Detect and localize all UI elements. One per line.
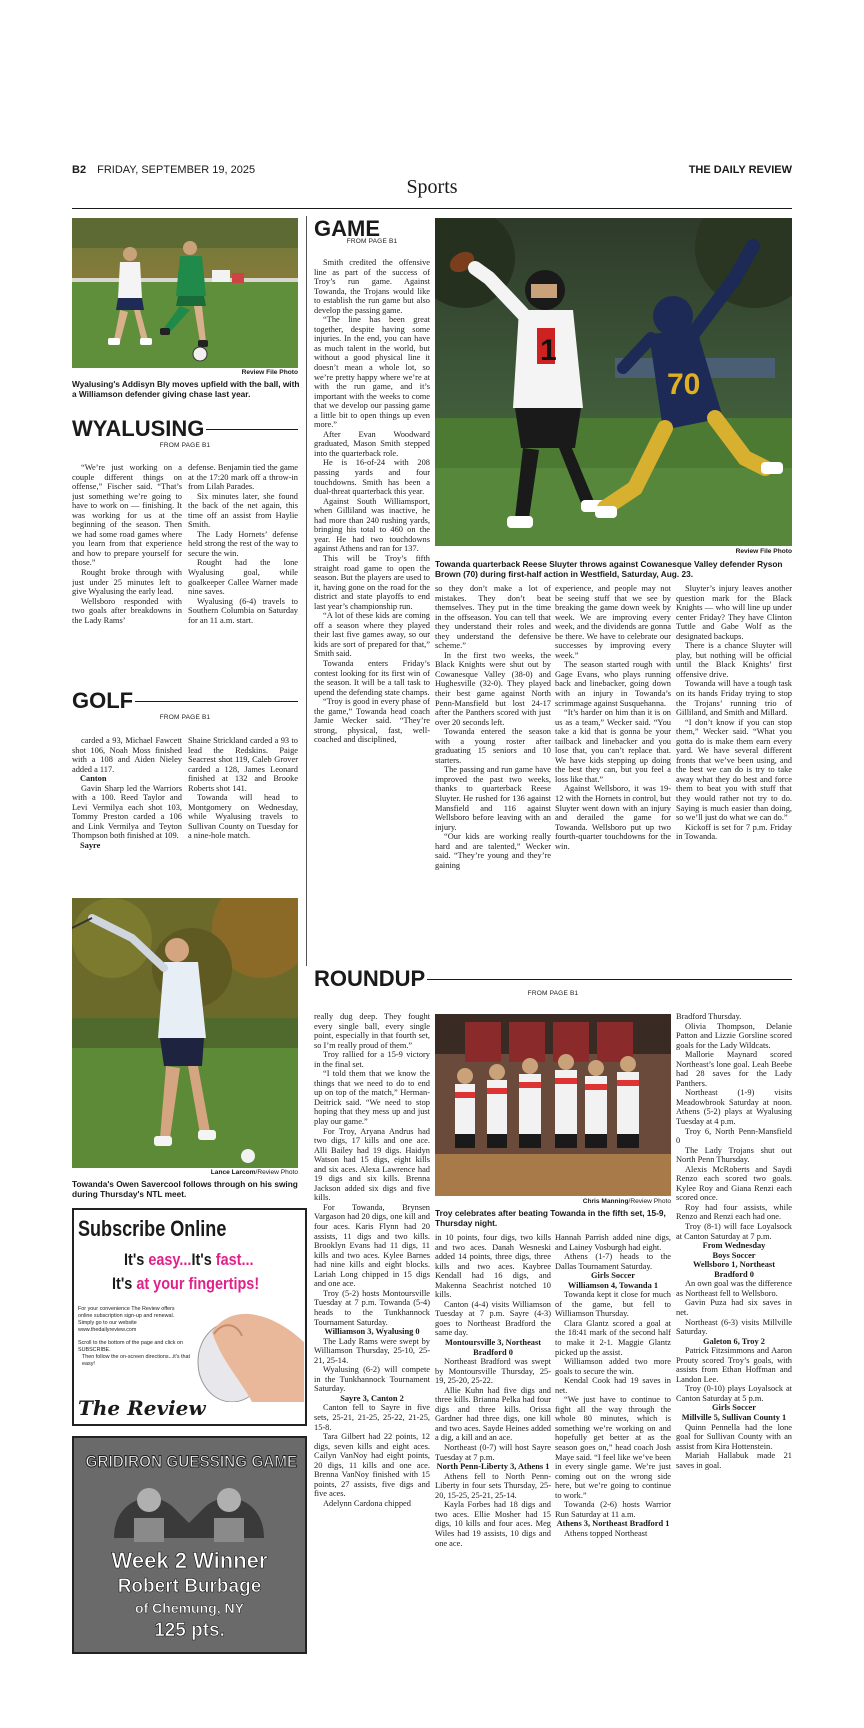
gridiron-winner-location: of Chemung, NY — [135, 1600, 244, 1616]
roundup-column-3 — [555, 1233, 671, 1656]
wyalusing-headline: WYALUSING — [72, 416, 298, 442]
roundup-column-2 — [435, 1233, 551, 1656]
page-header-left — [72, 164, 372, 180]
game-column-1: Smith credited the offensive line as part of the success of Troy’s run game. Against Towanda, the Trojans would like to establish the run game but also develop the passing game. “The line has been great together, despite having some injuries. In the end, you can have as much talent in the world, but without a good physical line it doesn’t mean a whole lot, so we’re pretty happy where we’re at with the run game, and it’s important with the weeks to come that we develop our passing game a little bit to open things up even more.” After Evan Woodward graduated, Mason Smith stepped into the quarterback role. He is 16-of-24 with 208 passing yards and four touchdowns. Smith has been a dual-threat quarterback this year. Against South Williamsport, when Gilliland was inactive, he had more than 240 rushing yards, bringing his total to 460 on the year. He had two touchdowns against Athens and ran for 137. This will be Troy’s fifth straight road game to open the season. But the players are used to it, having gone on the road for the district and state playoffs to end last year’s championship run. “A lot of these kids are coming off a season where they played their last five games away, so our kids are sort of prepared for that,” Smith said. Towanda enters Friday’s contest looking for its first win of the season. It will be a tall task to upend the defending state champs. “Troy is good in every phase of the game,” Towanda head coach Jamie Wecker said. “They’re strong, physical, fast, well-coached and disciplined, — [314, 258, 430, 745]
paragraph: Northeast Bradford was swept by Montoursville Thursday, 25-19, 25-20, 25-22. — [435, 1357, 551, 1386]
gridiron-winner-name: Robert Burbage — [117, 1576, 262, 1597]
defender-jersey-number: 70 — [667, 368, 701, 401]
paragraph: Quinn Pennella had the lone goal for Sullivan County with an assist from Kira Hottenstein. — [676, 1422, 792, 1451]
subscribe-ad[interactable] — [72, 1208, 307, 1426]
paragraph: Northeast (0-7) will host Sayre Tuesday at 7 p.m. — [435, 1443, 551, 1462]
paragraph: Bradford Thursday. — [676, 1012, 742, 1021]
paragraph: Kayla Forbes had 18 digs and two aces. Ellie Mosher had 15 digs, 10 kills and four aces. Meg Wiles had 19 assists, 10 digs and one ace. — [435, 1500, 551, 1548]
gridiron-points: 125 pts. — [154, 1620, 225, 1641]
roundup-jump-line: FROM PAGE B1 — [527, 990, 579, 997]
golf-photo-credit: Lance Larcom/Review Photo — [210, 1169, 298, 1176]
paragraph: in 10 points, four digs, two kills and two aces. Danah Wesneski added 14 points, three digs, three kills and two aces. Kaybree Kendall had 16 digs, and Makenna Seachrist notched 10 kills. — [435, 1233, 551, 1300]
subhead: Girls Soccer — [712, 1403, 756, 1413]
paragraph: Kendal Cook had 19 saves in net. — [555, 1376, 671, 1395]
paragraph: Adelynn Cardona chipped — [323, 1498, 411, 1508]
subscribe-ad-body: For your convenience The Review offers online subscription sign-up and renewal. Simply go to our website www.thedailyreview.com Scroll to the bottom of the page and click on SUBSCRIBE. Then follow the on-screen directions...it's that easy! — [78, 1306, 190, 1367]
wyalusing-jump-line: FROM PAGE B1 — [159, 442, 211, 449]
subhead: Galeton 6, Troy 2 — [703, 1336, 765, 1346]
golf-photo-caption: Towanda's Owen Savercool follows through on his swing during Thursday's NTL meet. — [72, 1179, 298, 1199]
mouse-hand-icon — [192, 1302, 304, 1402]
paragraph: Williamson added two more goals to secure the win. — [555, 1357, 671, 1376]
football-photo — [435, 218, 792, 546]
paragraph: Roy had four assists, while Renzo and Renzi each had one. — [676, 1202, 792, 1222]
volleyball-photo — [435, 1014, 671, 1196]
football-photo-credit: Review File Photo — [735, 548, 792, 555]
paragraph: Hannah Parrish added nine digs, and Lainey Vosburgh had eight. — [555, 1233, 671, 1252]
subhead: Athens 3, Northeast Bradford 1 — [556, 1519, 670, 1529]
roundup-headline: ROUNDUP — [314, 966, 792, 992]
golf-headline: GOLF — [72, 688, 298, 714]
paragraph: For Towanda, Brynsen Vargason had 20 digs, one kill and four aces. Karis Flynn had 20 assists, 11 digs and two kills. Brooklyn Evans had 11 digs, 11 kills and two aces. Kylee Barnes had nine kills and eight blocks. Lariah Long chipped in 15 digs and one ace. — [314, 1202, 430, 1289]
paragraph: Towanda (2-6) hosts Warrior Run Saturday at 11 a.m. — [555, 1500, 671, 1519]
paragraph: For Troy, Aryana Andrus had two digs, 17 kills and one ace. Alli Bailey had 19 digs. Haidyn Watson had 15 digs, eight kills and six aces. Alexa Lawrence had 19 digs and six kills. Brenna Jackson added six digs and five kills. — [314, 1126, 430, 1203]
subhead: Sayre 3, Canton 2 — [340, 1393, 404, 1403]
subhead: Millville 5, Sullivan County 1 — [681, 1412, 787, 1422]
game-column-3: experience, and people may not be seeing stuff that we see by breaking the game down week by week. We are improving every week, and the dividends are gonna be there. We have to celebrate our successes by improving every week.” The season started rough with Gage Evans, who plays running back and linebacker, going down with an injury in Towanda’s scrimmage against Susquehanna. “It’s harder on him than it is on us as a team,” Wecker said. “You take a kid that is gonna be your tailback and linebacker and you lose that, you can’t replace that. We have kids stepping up doing the best they can, but you feel a loss like that.” Against Wellsboro, it was 19-12 with the Hornets in control, but Sluyter went down with an injury and derailed the game for Towanda. Wellsboro put up two fourth-quarter touchdowns for the win. — [555, 584, 671, 851]
soccer-photo-credit: Review File Photo — [241, 369, 298, 376]
paragraph: Alexis McRoberts and Saydi Renzo each scored two goals. Kylee Roy and Giana Renzi each scored once. — [676, 1164, 792, 1203]
paragraph: Northeast (1-9) visits Meadowbrook Saturday at noon. Athens (5-2) plays at Wyalusing Tuesday at 4 p.m. — [676, 1088, 792, 1127]
paragraph: The Lady Trojans shut out North Penn Thursday. — [676, 1145, 792, 1165]
paragraph: Troy (0-10) plays Loyalsock at Canton Saturday at 5 p.m. — [676, 1384, 792, 1403]
wyalusing-column-2: defense. Benjamin tied the game at the 17:20 mark off a throw-in from Lilah Parades. Six minutes later, she found the back of the net again, this time off an assist from Haylie Smith. The Lady Hornets’ defense held strong the rest of the way to secure the win. Rought had the lone Wyalusing goal, while goalkeeper Callee Warner made nine saves. Wyalusing (6-4) travels to Southern Columbia on Saturday for an 11 a.m. start. — [188, 463, 298, 625]
football-photo-caption: Towanda quarterback Reese Sluyter throws against Cowanesque Valley defender Ryson Brown (70) during first-half action in Westfield, Saturday, Aug. 23. — [435, 559, 783, 579]
subscribe-ad-title: Subscribe Online — [78, 1216, 227, 1241]
paragraph: “We just have to continue to fight all the way through the whole 80 minutes, which is something we’re working on and hopefully get better at as the season goes on,” head coach Josh Maye said. “I feel like we’ve been in every single game. We’re just coming out on the wrong side here, but we’re going to continue to work.” — [555, 1395, 671, 1500]
golf-jump-line: FROM PAGE B1 — [159, 714, 211, 721]
header-rule — [72, 208, 792, 209]
paragraph: Olivia Thompson, Delanie Patton and Lizzie Gorsline scored goals for the Lady Wildcats. — [676, 1021, 792, 1050]
subscribe-ad-url[interactable]: www.thedailyreview.com — [78, 1327, 137, 1333]
gridiron-ad-title: GRIDIRON GUESSING GAME — [85, 1452, 298, 1471]
soccer-photo-caption: Wyalusing's Addisyn Bly moves upfield with the ball, with a Williamson defender giving chase last year. — [72, 379, 300, 399]
paragraph: “I told them that we know the things that we need to do to end up on top of the match,” Herman-Deitrick said. “We need to stop hoping that they mess up and just play our game.” — [314, 1069, 430, 1127]
volleyball-photo-credit: Chris Manning/Review Photo — [582, 1198, 671, 1205]
masthead: THE DAILY REVIEW — [688, 164, 792, 176]
paragraph: Towanda kept it close for much of the game, but fell to Williamson Thursday. — [555, 1290, 671, 1319]
paragraph: Canton fell to Sayre in five sets, 25-21, 21-25, 25-22, 21-25, 15-8. — [314, 1403, 430, 1432]
paragraph: Athens fell to North Penn-Liberty in four sets Thursday, 25-20, 15-25, 25-21, 25-14. — [435, 1471, 551, 1500]
subhead: Boys Soccer — [712, 1250, 756, 1260]
football-players-graphic — [94, 1478, 284, 1548]
subscribe-ad-logo: The Review — [78, 1396, 206, 1420]
volleyball-photo-caption: Troy celebrates after beating Towanda in the fifth set, 15-9, Thursday night. — [435, 1208, 666, 1228]
issue-date: FRIDAY, SEPTEMBER 19, 2025 — [97, 164, 256, 176]
paragraph: Athens topped Northeast — [564, 1528, 648, 1538]
subhead: Williamson 3, Wyalusing 0 — [324, 1327, 420, 1337]
paragraph: Troy 6, North Penn-Mansfield 0 — [676, 1126, 792, 1146]
paragraph: Troy rallied for a 15-9 victory in the final set. — [314, 1050, 430, 1069]
gridiron-ad — [72, 1436, 307, 1654]
paragraph: The Lady Rams were swept by Williamson Thursday, 25-10, 25-21, 25-14. — [314, 1336, 430, 1365]
paragraph: Northeast (6-3) visits Millville Saturday. — [676, 1317, 792, 1337]
paragraph: Mallorie Maynard scored Northeast’s lone goal. Leah Beebe had 28 saves for the Lady Panthers. — [676, 1050, 792, 1088]
subhead: Williamson 4, Towanda 1 — [567, 1280, 659, 1290]
qb-jersey-number: 1 — [540, 334, 557, 367]
subhead: Montoursville 3, Northeast Bradford 0 — [444, 1338, 542, 1357]
subhead: From Wednesday — [702, 1241, 766, 1251]
paragraph: Patrick Fitzsimmons and Aaron Prouty scored Troy’s goals, with assists from Ethan Hoffman and Landon Lee. — [676, 1346, 792, 1384]
paragraph: Athens (1-7) heads to the Dallas Tournament Saturday. — [555, 1252, 671, 1271]
paragraph: An own goal was the difference as Northeast fell to Wellsboro. — [676, 1279, 792, 1298]
paragraph: Clara Glantz scored a goal at the 18:41 mark of the second half to make it 2-1. Maggie Glantz picked up the assist. — [555, 1318, 671, 1357]
game-headline: GAME — [314, 216, 380, 241]
subscribe-ad-tagline-2: It's at your fingertips! — [112, 1274, 260, 1293]
subhead: Girls Soccer — [591, 1271, 635, 1281]
paragraph: Canton (4-4) visits Williamson Tuesday at 7 p.m. Sayre (4-3) goes to Northeast Bradford the same day. — [435, 1299, 551, 1338]
golf-column-1: carded a 93, Michael Fawcett shot 106, Noah Moss finished with a 108 and Aiden Nieley added a 117. Canton Gavin Sharp led the Warriors with a 100. Reed Taylor and Levi Vermilya each shot 103, Tommy Preston carded a 106 and Link Vermilya and Teyton Thompson both finished at 109. Sayre — [72, 736, 182, 851]
page-number: B2 — [72, 164, 87, 176]
paragraph: Troy (8-1) will face Loyalsock at Canton Saturday at 7 p.m. — [676, 1222, 792, 1241]
paragraph: Troy (5-2) hosts Montoursville Tuesday at 7 p.m. Towanda (5-4) heads to the Tunkhannock Tournament Saturday. — [314, 1288, 430, 1327]
roundup-column-1 — [314, 1012, 430, 1656]
subhead: Wellsboro 1, Northeast Bradford 0 — [693, 1260, 775, 1279]
soccer-photo — [72, 218, 298, 368]
game-column-2: so they don’t make a lot of mistakes. They don’t beat themselves. They put in the time in the offseason. You can tell that they understand their roles and they understand the defensive scheme.” In the first two weeks, the Black Knights were shut out by Cowanesque Valley (38-0) and Hughesville (32-0). They played their best game against North Penn-Mansfield but lost 24-17 after the Panthers scored with just over 20 seconds left. Towanda entered the season with a young roster after graduating 15 seniors and 10 starters. The passing and run game have improved the past two weeks, thanks to quarterback Reese Sluyter. He rushed for 136 against Mansfield and 116 against Wellsboro before leaving with an injury. “Our kids are working really hard and are talented,” Wecker said. “They’re young and they’re gaining — [435, 584, 551, 870]
subhead: North Penn-Liberty 3, Athens 1 — [436, 1462, 550, 1472]
paragraph: Wyalusing (6-2) will compete in the Tunkhannock Tournament Saturday. — [314, 1365, 430, 1394]
paragraph: really dug deep. They fought every single ball, every single point, especially in that fourth set, so I’m really proud of them.” — [314, 1012, 430, 1050]
paragraph: Gavin Puza had six saves in net. — [676, 1298, 792, 1317]
column-divider-left — [306, 216, 307, 966]
game-jump-line: FROM PAGE B1 — [346, 238, 398, 245]
golf-photo — [72, 898, 298, 1168]
subscribe-ad-tagline-1: It's easy...It's fast... — [124, 1250, 254, 1269]
paragraph: Allie Kuhn had five digs and three kills. Brianna Pelka had four digs and three kills. Orissa Gardner had three digs, one kill and two aces. Sayde Heines added a dig, a kill and an ace. — [435, 1385, 551, 1443]
wyalusing-column-1: “We’re just working on a couple different things on offense,” Fischer said. “That’s just something we’re going to have to work on — finishing. It was working for us at the beginning of the season. Then we had some road games where you learn from that experience and how to prepare yourself for those.” Rought broke through with just under 25 minutes left to give Wyalusing the early lead. Wellsboro responded with two goals after breakdowns in the Lady Rams’ — [72, 463, 182, 625]
paragraph: Tara Gilbert had 22 points, 12 digs, seven kills and eight aces. Cailyn VanNoy had eight points, 20 digs, 11 kills and one ace. Brenna VanNoy finished with 15 points, 27 assists, five digs and five aces. — [314, 1432, 430, 1499]
gridiron-week: Week 2 Winner — [111, 1548, 268, 1573]
golf-column-2: Shaine Strickland carded a 93 to lead the Redskins. Paige Seacrest shot 119, Caleb Grover carded a 128, James Leonard finished at 132 and Brooke Roberts shot 141. Towanda will head to Montgomery on Wednesday, while Wyalusing travels to Sullivan County on Tuesday for a nine-hole match. — [188, 736, 298, 841]
roundup-column-4 — [676, 1012, 792, 1656]
game-column-4: Sluyter’s injury leaves another question mark for the Black Knights — who will line up under center Friday? They have Clinton Tuttle and Gabe Wolf as the designated backups. There is a chance Sluyter will play, but nothing will be official until the Black Knights’ first offensive drive. Towanda will have a tough task on its hands Friday trying to stop the Trojans’ running trio of Gilliland, and Smith and Millard. “I don’t know if you can stop them,” Wecker said. “What you gotta do is make them earn every yard. We have several different fronts that we’ve been using, and the best we can do is try to take away what they do best and force them to beat you with stuff that they would rather not try to do. Saying is much easier than doing, so we’ll just do what we can do.” Kickoff is set for 7 p.m. Friday in Towanda. — [676, 584, 792, 842]
paragraph: Mariah Hallabuk made 21 saves in goal. — [676, 1451, 792, 1470]
section-title: Sports — [406, 176, 458, 198]
